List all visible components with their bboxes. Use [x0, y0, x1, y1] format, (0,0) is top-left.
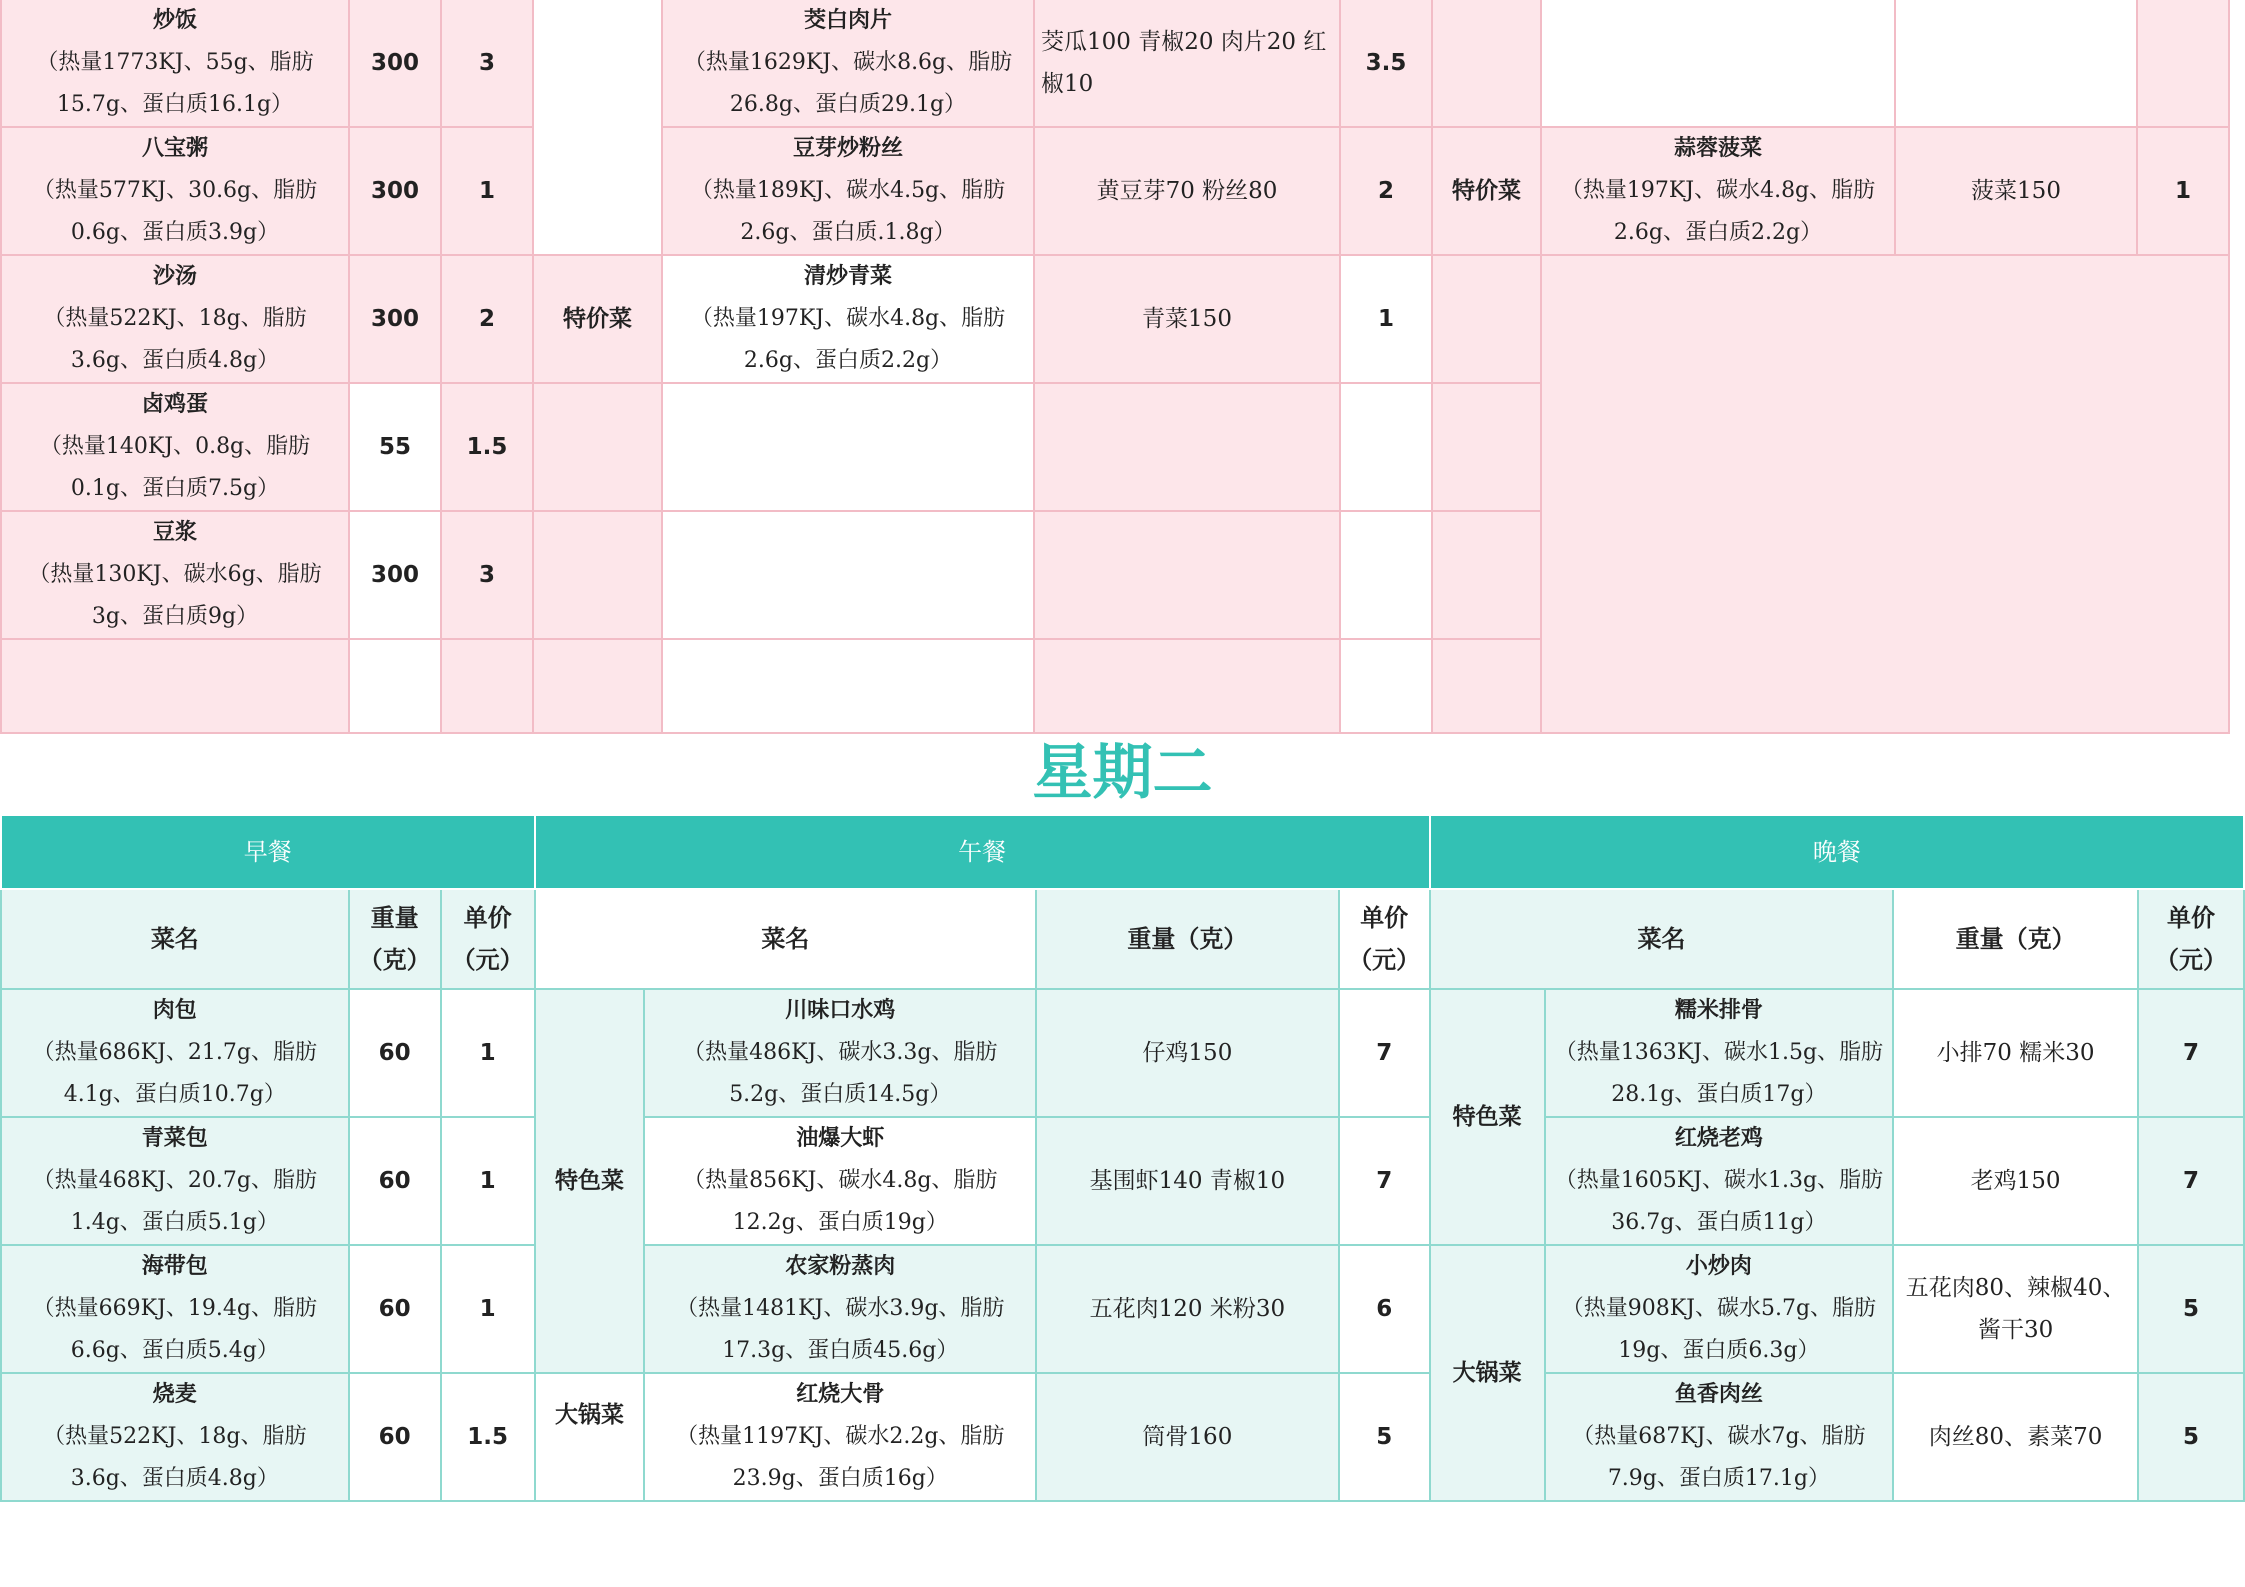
lunch-empty-cell — [662, 511, 1034, 639]
col-price: 单价 （元） — [2138, 889, 2244, 989]
dinner-dish-cell: 糯米排骨 （热量1363KJ、碳水1.5g、脂肪28.1g、蛋白质17g） — [1545, 989, 1894, 1117]
lunch-ingredients: 筒骨160 — [1036, 1373, 1339, 1501]
breakfast-dish-cell: 青菜包 （热量468KJ、20.7g、脂肪1.4g、蛋白质5.1g） — [1, 1117, 349, 1245]
lunch-dish-cell: 红烧大骨 （热量1197KJ、碳水2.2g、脂肪23.9g、蛋白质16g） — [644, 1373, 1036, 1501]
dinner-empty-cell — [1432, 511, 1541, 639]
dinner-category: 特价菜 — [1432, 127, 1541, 255]
lunch-dish-cell: 茭白肉片 （热量1629KJ、碳水8.6g、脂肪26.8g、蛋白质29.1g） — [662, 0, 1034, 127]
dinner-dish-cell: 红烧老鸡 （热量1605KJ、碳水1.3g、脂肪36.7g、蛋白质11g） — [1545, 1117, 1894, 1245]
lunch-ingredients: 五花肉120 米粉30 — [1036, 1245, 1339, 1373]
breakfast-price: 1 — [441, 1245, 535, 1373]
col-dish-name: 菜名 — [1430, 889, 1894, 989]
lunch-empty-cell — [1340, 383, 1432, 511]
lunch-price: 7 — [1339, 1117, 1430, 1245]
breakfast-dish-cell: 八宝粥 （热量577KJ、30.6g、脂肪0.6g、蛋白质3.9g） — [1, 127, 349, 255]
lunch-price: 7 — [1339, 989, 1430, 1117]
dinner-empty-cell — [1432, 383, 1541, 511]
breakfast-price: 2 — [441, 255, 533, 383]
col-weight: 重量 （克） — [349, 889, 441, 989]
lunch-ingredients: 茭瓜100 青椒20 肉片20 红椒10 — [1034, 0, 1340, 127]
breakfast-price: 1.5 — [441, 1373, 535, 1501]
lunch-ingredients: 基围虾140 青椒10 — [1036, 1117, 1339, 1245]
dinner-category: 特色菜 — [1430, 989, 1545, 1245]
breakfast-weight: 60 — [349, 1117, 441, 1245]
breakfast-weight: 60 — [349, 989, 441, 1117]
col-weight: 重量（克） — [1036, 889, 1339, 989]
lunch-price: 5 — [1339, 1373, 1430, 1501]
dinner-price-empty — [2137, 0, 2229, 127]
dinner-dish-cell: 小炒肉 （热量908KJ、碳水5.7g、脂肪19g、蛋白质6.3g） — [1545, 1245, 1894, 1373]
dinner-category-empty — [1432, 0, 1541, 127]
lunch-price: 1 — [1340, 255, 1432, 383]
lunch-dish-cell: 豆芽炒粉丝 （热量189KJ、碳水4.5g、脂肪2.6g、蛋白质.1.8g） — [662, 127, 1034, 255]
breakfast-weight: 300 — [349, 0, 441, 127]
table-row — [1, 1117, 2244, 1245]
dinner-header: 晚餐 — [1430, 815, 2244, 889]
dinner-category-empty — [1432, 255, 1541, 383]
table-row — [1, 989, 2244, 1117]
breakfast-weight: 300 — [349, 511, 441, 639]
lunch-empty-cell — [1034, 383, 1340, 511]
lunch-dish-cell: 清炒青菜 （热量197KJ、碳水4.8g、脂肪2.6g、蛋白质2.2g） — [662, 255, 1034, 383]
lunch-price: 3.5 — [1340, 0, 1432, 127]
lunch-category-empty — [533, 0, 662, 255]
breakfast-header: 早餐 — [1, 815, 535, 889]
lunch-price: 6 — [1339, 1245, 1430, 1373]
col-dish-name: 菜名 — [535, 889, 1036, 989]
dinner-empty-area — [1541, 255, 2229, 733]
dinner-price: 1 — [2137, 127, 2229, 255]
breakfast-dish-cell: 烧麦 （热量522KJ、18g、脂肪3.6g、蛋白质4.8g） — [1, 1373, 349, 1501]
breakfast-dish-cell: 炒饭 （热量1773KJ、55g、脂肪15.7g、蛋白质16.1g） — [1, 0, 349, 127]
breakfast-empty-cell — [441, 639, 533, 733]
col-weight: 重量（克） — [1893, 889, 2138, 989]
breakfast-price: 1 — [441, 989, 535, 1117]
breakfast-dish-cell: 沙汤 （热量522KJ、18g、脂肪3.6g、蛋白质4.8g） — [1, 255, 349, 383]
table-row — [1, 255, 2229, 383]
breakfast-price: 3 — [441, 511, 533, 639]
dinner-price: 7 — [2138, 989, 2244, 1117]
tuesday-menu-table — [0, 814, 2245, 1502]
col-price: 单价 （元） — [441, 889, 535, 989]
breakfast-price: 3 — [441, 0, 533, 127]
breakfast-empty-cell — [1, 639, 349, 733]
lunch-header: 午餐 — [535, 815, 1430, 889]
breakfast-dish-cell: 海带包 （热量669KJ、19.4g、脂肪6.6g、蛋白质5.4g） — [1, 1245, 349, 1373]
dinner-price: 7 — [2138, 1117, 2244, 1245]
table-row — [1, 127, 2229, 255]
table-row — [1, 1245, 2244, 1373]
lunch-empty-cell — [1034, 639, 1340, 733]
dinner-empty-cell — [1432, 639, 1541, 733]
lunch-empty-cell — [1034, 511, 1340, 639]
breakfast-weight: 300 — [349, 255, 441, 383]
col-price: 单价 （元） — [1339, 889, 1430, 989]
breakfast-empty-cell — [349, 639, 441, 733]
meal-header-row — [1, 815, 2244, 889]
breakfast-price: 1.5 — [441, 383, 533, 511]
lunch-ingredients: 仔鸡150 — [1036, 989, 1339, 1117]
breakfast-weight: 60 — [349, 1373, 441, 1501]
lunch-dish-cell: 农家粉蒸肉 （热量1481KJ、碳水3.9g、脂肪17.3g、蛋白质45.6g） — [644, 1245, 1036, 1373]
lunch-empty-cell — [662, 383, 1034, 511]
dinner-dish-cell: 鱼香肉丝 （热量687KJ、碳水7g、脂肪7.9g、蛋白质17.1g） — [1545, 1373, 1894, 1501]
column-header-row — [1, 889, 2244, 989]
table-row — [1, 0, 2229, 127]
table-row — [1, 1373, 2244, 1501]
lunch-price: 2 — [1340, 127, 1432, 255]
dinner-ingredients-empty — [1895, 0, 2137, 127]
breakfast-dish-cell: 豆浆 （热量130KJ、碳水6g、脂肪3g、蛋白质9g） — [1, 511, 349, 639]
dinner-ingredients: 菠菜150 — [1895, 127, 2137, 255]
lunch-dish-cell: 油爆大虾 （热量856KJ、碳水4.8g、脂肪12.2g、蛋白质19g） — [644, 1117, 1036, 1245]
lunch-empty-cell — [533, 639, 662, 733]
lunch-ingredients: 青菜150 — [1034, 255, 1340, 383]
breakfast-dish-cell: 肉包 （热量686KJ、21.7g、脂肪4.1g、蛋白质10.7g） — [1, 989, 349, 1117]
dinner-ingredients: 小排70 糯米30 — [1893, 989, 2138, 1117]
dinner-dish-cell: 蒜蓉菠菜 （热量197KJ、碳水4.8g、脂肪2.6g、蛋白质2.2g） — [1541, 127, 1895, 255]
dinner-category: 大锅菜 — [1430, 1245, 1545, 1501]
dinner-price: 5 — [2138, 1245, 2244, 1373]
lunch-category: 大锅菜 — [535, 1373, 645, 1501]
lunch-ingredients: 黄豆芽70 粉丝80 — [1034, 127, 1340, 255]
lunch-empty-cell — [533, 383, 662, 511]
lunch-dish-cell: 川味口水鸡 （热量486KJ、碳水3.3g、脂肪5.2g、蛋白质14.5g） — [644, 989, 1036, 1117]
breakfast-dish-cell: 卤鸡蛋 （热量140KJ、0.8g、脂肪0.1g、蛋白质7.5g） — [1, 383, 349, 511]
breakfast-price: 1 — [441, 127, 533, 255]
day-title: 星期二 — [1032, 738, 1213, 808]
monday-menu-table — [0, 0, 2230, 734]
lunch-empty-cell — [662, 639, 1034, 733]
dinner-ingredients: 五花肉80、辣椒40、酱干30 — [1893, 1245, 2138, 1373]
breakfast-weight: 55 — [349, 383, 441, 511]
lunch-empty-cell — [1340, 511, 1432, 639]
col-dish-name: 菜名 — [1, 889, 349, 989]
breakfast-price: 1 — [441, 1117, 535, 1245]
dinner-dish-empty — [1541, 0, 1895, 127]
lunch-empty-cell — [533, 511, 662, 639]
lunch-category: 特色菜 — [535, 989, 645, 1373]
lunch-empty-cell — [1340, 639, 1432, 733]
dinner-ingredients: 肉丝80、素菜70 — [1893, 1373, 2138, 1501]
lunch-category: 特价菜 — [533, 255, 662, 383]
breakfast-weight: 60 — [349, 1245, 441, 1373]
breakfast-weight: 300 — [349, 127, 441, 255]
dinner-price: 5 — [2138, 1373, 2244, 1501]
dinner-ingredients: 老鸡150 — [1893, 1117, 2138, 1245]
